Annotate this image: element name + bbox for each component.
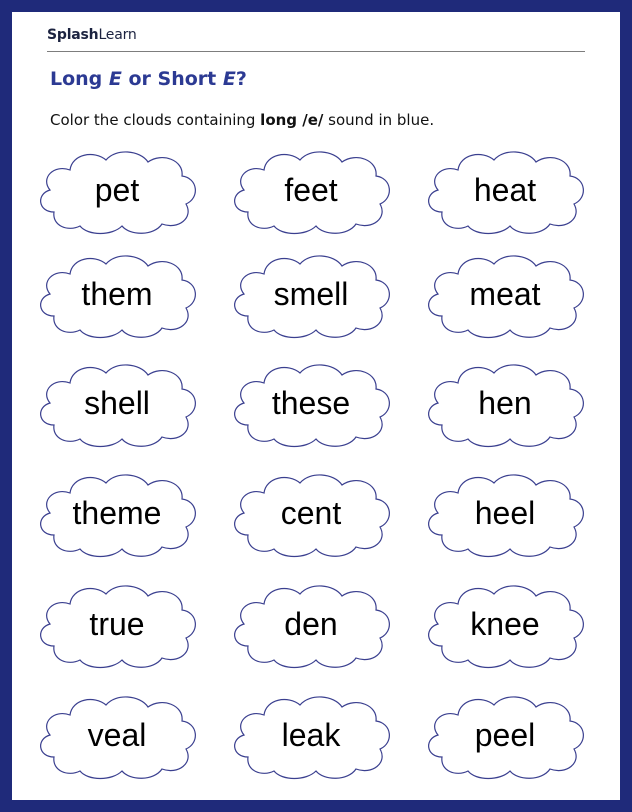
logo-splash-text: Splash bbox=[47, 27, 99, 43]
title-e2: E bbox=[222, 68, 236, 90]
cloud-word: feet bbox=[284, 171, 338, 208]
splashlearn-logo bbox=[47, 27, 137, 43]
instructions bbox=[50, 111, 434, 129]
cloud-word: pet bbox=[94, 171, 140, 208]
cloud-word: knee bbox=[470, 605, 540, 642]
header-divider bbox=[47, 51, 585, 52]
cloud-smell[interactable] bbox=[226, 246, 396, 342]
cloud-word: shell bbox=[84, 384, 150, 421]
cloud-word: heat bbox=[473, 171, 537, 208]
cloud-word: leak bbox=[281, 716, 341, 753]
cloud-veal[interactable] bbox=[32, 687, 202, 783]
title-part2: or Short bbox=[121, 68, 223, 90]
cloud-word: veal bbox=[87, 716, 147, 753]
cloud-pet[interactable] bbox=[32, 142, 202, 238]
cloud-heat[interactable] bbox=[420, 142, 590, 238]
cloud-meat[interactable] bbox=[420, 246, 590, 342]
cloud-cent[interactable] bbox=[226, 465, 396, 561]
title-e1: E bbox=[108, 68, 122, 90]
cloud-hen[interactable] bbox=[420, 355, 590, 451]
title-part3: ? bbox=[235, 68, 247, 90]
instruction-bold: long /e/ bbox=[260, 111, 324, 129]
cloud-heel[interactable] bbox=[420, 465, 590, 561]
cloud-shell[interactable] bbox=[32, 355, 202, 451]
cloud-theme[interactable] bbox=[32, 465, 202, 561]
cloud-these[interactable] bbox=[226, 355, 396, 451]
worksheet-title bbox=[50, 68, 247, 90]
cloud-word: true bbox=[89, 605, 145, 642]
worksheet-page bbox=[12, 12, 620, 800]
cloud-feet[interactable] bbox=[226, 142, 396, 238]
cloud-word: cent bbox=[280, 494, 342, 531]
cloud-leak[interactable] bbox=[226, 687, 396, 783]
cloud-word: meat bbox=[469, 275, 541, 312]
cloud-word: these bbox=[271, 384, 351, 421]
cloud-word: peel bbox=[474, 716, 536, 753]
instruction-before: Color the clouds containing bbox=[50, 111, 261, 129]
cloud-them[interactable] bbox=[32, 246, 202, 342]
cloud-word: them bbox=[81, 275, 153, 312]
title-part1: Long bbox=[50, 68, 109, 90]
cloud-den[interactable] bbox=[226, 576, 396, 672]
cloud-word: theme bbox=[72, 494, 162, 531]
cloud-word: smell bbox=[273, 275, 349, 312]
cloud-true[interactable] bbox=[32, 576, 202, 672]
cloud-word: heel bbox=[474, 494, 536, 531]
cloud-knee[interactable] bbox=[420, 576, 590, 672]
cloud-word: den bbox=[284, 605, 338, 642]
instruction-after: sound in blue. bbox=[323, 111, 435, 129]
cloud-peel[interactable] bbox=[420, 687, 590, 783]
cloud-word: hen bbox=[478, 384, 532, 421]
logo-learn-text: Learn bbox=[98, 27, 137, 43]
